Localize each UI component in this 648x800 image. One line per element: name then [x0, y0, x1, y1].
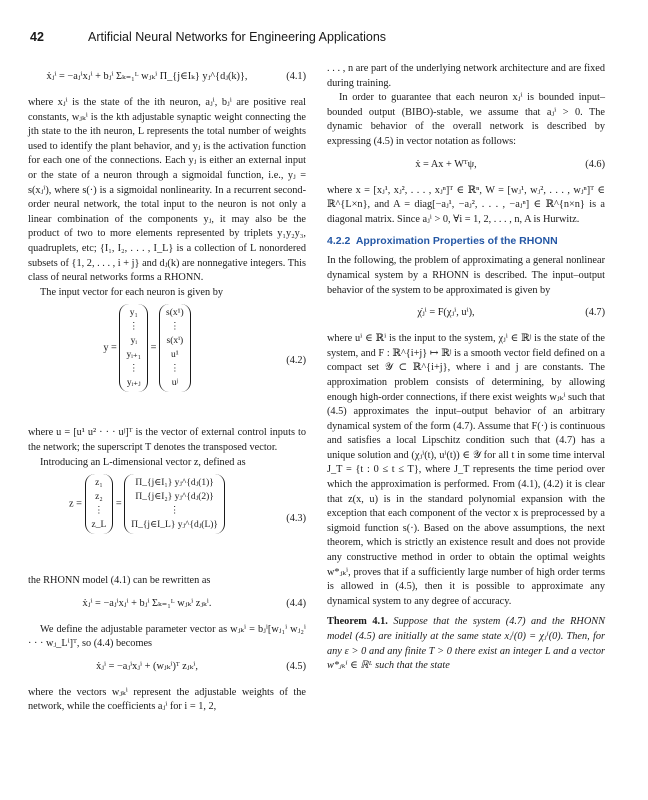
- equation-expression: χ̇ⱼⁱ = F(χⱼⁱ, uⁱ),: [417, 307, 475, 319]
- paragraph: where the vectors wⱼₖⁱ represent the adjustable weights of the network, while the coefficients aⱼⁱ for i = 1, 2,: [28, 686, 306, 713]
- equation-4-6: [327, 152, 605, 182]
- left-column: [28, 62, 306, 715]
- paragraph: We define the adjustable parameter vector as wⱼₖⁱ = bⱼⁱ[wⱼ₁ⁱ wⱼ₂ⁱ · · · wⱼ_Lⁱ]ᵀ, so (4.4) becomes: [28, 623, 306, 650]
- paragraph: . . . , n are part of the underlying network architecture and are fixed during training.: [327, 63, 605, 89]
- theorem: [327, 615, 605, 673]
- right-column: [327, 62, 605, 674]
- matrix-cell: ⋮: [129, 322, 139, 333]
- matrix-cell: yᵢ: [130, 336, 137, 347]
- matrix-left: [85, 474, 114, 534]
- equation-number: (4.6): [585, 158, 605, 170]
- paragraph: where x = [xⱼ¹, xⱼ², . . . , xⱼⁿ]ᵀ ∈ ℝⁿ, W = [wⱼ¹, wⱼ², . . . , wⱼⁿ]ᵀ ∈ ℝ^{L×n}, and A = diag[−aⱼ¹, −aⱼ², . . . , −aⱼⁿ] ∈ ℝ^{n×n} is a diagonal matrix. Since aⱼⁱ > 0, ∀i = 1, 2, . . . , n, A is Hurwitz.: [327, 184, 605, 225]
- matrix-cell: z₂: [95, 492, 103, 503]
- matrix-cell: ⋮: [129, 364, 139, 375]
- equation-number: (4.2): [286, 355, 306, 367]
- equation-expression: y = y₁ ⋮ yᵢ yᵢ₊₁ ⋮ yᵢ₊ⱼ = s(x¹) ⋮ s(xⁱ) u¹ ⋮ uʲ: [28, 304, 266, 392]
- matrix-cell: yᵢ₊₁: [126, 350, 142, 361]
- paragraph: In the following, the problem of approximating a general nonlinear dynamical system by a RHONN is described. The input–output behavior of the system to be approximated is given by: [327, 255, 605, 296]
- matrix-cell: ⋮: [170, 322, 180, 333]
- equation-expression: z = z₁ z₂ ⋮ z_L = Π_{j∈I₁} yⱼ^{dⱼ(1)} Π_{j∈I₂} yⱼ^{dⱼ(2)} ⋮ Π_{j∈I_L} yⱼ^{dⱼ(L)}: [28, 474, 266, 534]
- running-title: Artificial Neural Networks for Engineering Applications: [88, 30, 387, 44]
- matrix-right: [159, 304, 191, 392]
- paragraph: where uⁱ ∈ ℝⁱ is the input to the system, χⱼⁱ ∈ ℝʲ is the state of the system, and F : ℝ^{i+j} ↦ ℝʲ is a smooth vector field defined on a compact set 𝒴 ⊂ ℝ^{i+j}, where i and j are constants. The approximation problem consists of determining, by allowing enough high-order connections, if there exist weights wⱼₖⁱ such that (4.5) approximates the input–output behavior of an arbitrary dynamical system of the form (4.7). Assume that F(·) is continuous and satisfies a local Lipschitz condition such that (4.7) has a unique solution and (χⱼⁱ(t), uⁱ(t)) ∈ 𝒴 for all t in some time interval J_T = {t : 0 ≤ t ≤ T}, where J_T represents the time period over which the approximation is performed. From (4.1), (4.2) it is clear that z(x, u) is in the standard polynomial expansion with the exception that each component of the vector x is preprocessed by a sigmoid function s(·). Based on the above assumptions, the next theorem, which is strictly an existence result and does not provide any constructive method in order to obtain the optimal weights w*ⱼₖⁱ, proves that if a sufficiently large number of high order terms is allowed in (4.5), then it is possible to approximate any dynamical system to any degree of accuracy.: [327, 333, 605, 607]
- matrix-cell: ⋮: [169, 506, 180, 517]
- paragraph: Introducing an L-dimensional vector z, defined as: [40, 456, 246, 468]
- equation-number: (4.5): [286, 660, 306, 672]
- equation-4-2: [28, 302, 306, 424]
- matrix-cell: yᵢ₊ⱼ: [126, 378, 141, 389]
- matrix-cell: s(xⁱ): [166, 336, 184, 347]
- matrix-cell: ⋮: [94, 506, 104, 517]
- equation-expression: ẋ = Ax + Wᵀψ,: [415, 158, 477, 170]
- equation-expression: ẋⱼⁱ = −aⱼⁱxⱼⁱ + (wⱼₖⁱ)ᵀ zⱼₖⁱ,: [96, 660, 198, 672]
- matrix-cell: s(x¹): [166, 308, 184, 319]
- matrix-cell: uʲ: [171, 378, 178, 389]
- paragraph: In order to guarantee that each neuron xⱼⁱ is bounded input–bounded output (BIBO)-stable, we assume that aⱼⁱ > 0. The dynamic behavior of the overall network is described by expressing (4.5) in vector notation as follows:: [327, 92, 605, 147]
- equation-4-3: [28, 472, 306, 572]
- equation-lhs: y =: [103, 342, 117, 354]
- paragraph: where xⱼⁱ is the state of the ith neuron, aⱼⁱ, bⱼⁱ are positive real constants, wⱼₖⁱ is the kth adjustable synaptic weight connecting the jth state to the ith neuron, L represents the total number of weights used to identify the plant behavior, and yⱼ is the activation function for each one of the connections. Each yⱼ is either an external input or the state of a neuron through a sigmoidal function, i.e., yⱼ = s(xⱼⁱ), where s(·) is a sigmoidal nonlinearity. In a recurrent second-order neural network, the total input to the neuron is not only a linear combination of the components yⱼ, it may also be the product of two to more elements represented by triplets y₁y₂y₃, quadruplets, etc; {I₁, I₂, . . . , I_L} is a collection of L nonordered subsets of {1, 2, . . . , i + j} and dⱼ(k) are nonnegative integers. This class of neural networks forms a RHONN.: [28, 97, 306, 284]
- matrix-cell: ⋮: [170, 364, 180, 375]
- theorem-label: Theorem 4.1.: [327, 616, 388, 628]
- equation-expression: ẋⱼⁱ = −aⱼⁱxⱼⁱ + bⱼⁱ Σₖ₌₁ᴸ wⱼₖⁱ Π_{j∈Iₖ} yⱼ^{dⱼ(k)},: [46, 71, 248, 82]
- paragraph: the RHONN model (4.1) can be rewritten as: [28, 575, 211, 587]
- matrix-cell: u¹: [171, 350, 179, 361]
- equation-4-7: [327, 300, 605, 330]
- matrix-left: [119, 304, 148, 392]
- page-number: 42: [30, 30, 44, 44]
- equation-lhs: z =: [68, 498, 82, 510]
- equation-4-5: [28, 654, 306, 684]
- equation-number: (4.1): [286, 71, 306, 82]
- paragraph: where u = [u¹ u² · · · uʲ]ᵀ is the vector of external control inputs to the network; the superscript T denotes the transposed vector.: [28, 427, 306, 453]
- matrix-cell: z_L: [91, 520, 107, 531]
- section-title: Approximation Properties of the RHONN: [355, 235, 558, 248]
- theorem-text: Suppose that the system (4.7) and the RHONN model (4.5) are initially at the same state xⱼⁱ(0) = χⱼⁱ(0). Then, for any ε > 0 and any finite T > 0 there exist an integer L and a vector w*ⱼₖⁱ ∈ ℝᴸ such that the state: [327, 616, 605, 672]
- equation-4-4: [28, 591, 306, 621]
- matrix-cell: y₁: [129, 308, 138, 319]
- equation-number: (4.3): [286, 513, 306, 525]
- equation-expression: ẋⱼⁱ = −aⱼⁱxⱼⁱ + bⱼⁱ Σₖ₌₁ᴸ wⱼₖⁱ zⱼₖⁱ.: [82, 597, 212, 609]
- paragraph: The input vector for each neuron is given by: [40, 286, 223, 298]
- matrix-cell: Π_{j∈I₁} yⱼ^{dⱼ(1)}: [135, 478, 214, 489]
- equation-number: (4.4): [286, 597, 306, 609]
- matrix-cell: z₁: [95, 478, 103, 489]
- section-number: 4.2.2: [327, 235, 351, 248]
- running-header: [30, 30, 620, 50]
- matrix-cell: Π_{j∈I_L} yⱼ^{dⱼ(L)}: [131, 520, 218, 531]
- matrix-cell: Π_{j∈I₂} yⱼ^{dⱼ(2)}: [135, 492, 214, 503]
- equation-4-1: [28, 64, 306, 94]
- matrix-right: [124, 474, 225, 534]
- section-heading: [327, 235, 605, 248]
- equation-number: (4.7): [585, 307, 605, 319]
